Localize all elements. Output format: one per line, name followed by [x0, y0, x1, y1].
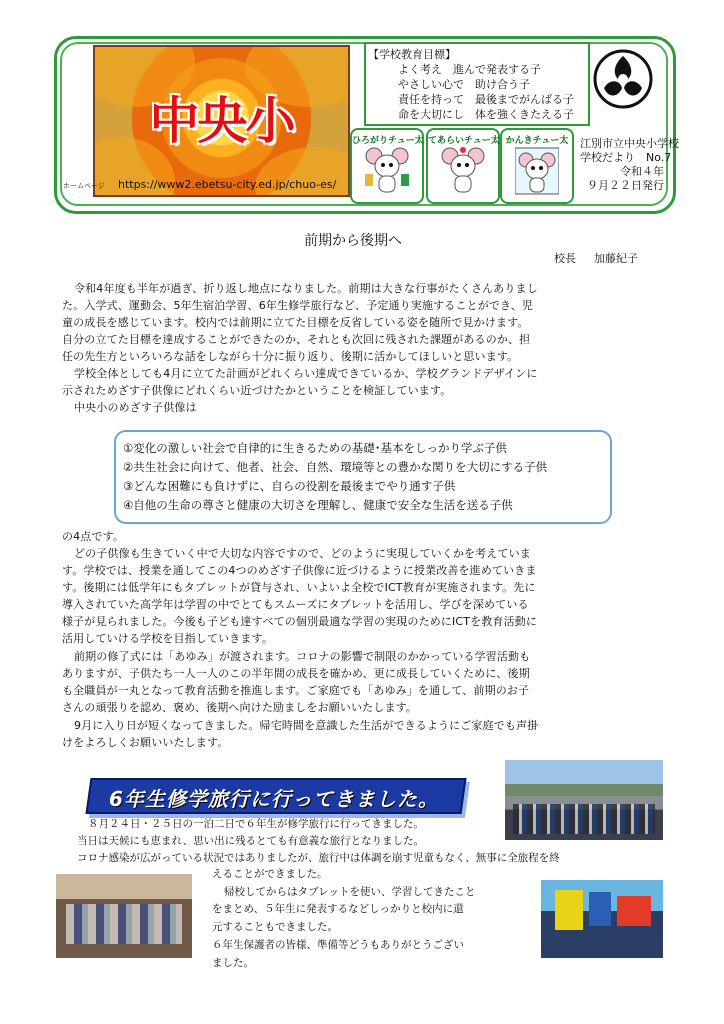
paragraph-line: 学校全体としても4月に立てた計画がどれくらい達成できているか、学校グランドデザインに — [74, 367, 538, 380]
paragraph-line: さんの頑張りを認め、褒め、後期へ向けた励ましをお願いいたします。 — [62, 701, 418, 714]
paragraph-line: 任の先生方といろいろな話をしながら十分に振り返り、後期に活かしてほしいと思います。 — [62, 350, 519, 363]
mascot-name: かんきチュー太 — [505, 136, 569, 146]
trip-text-line: ８月２４日・２５日の一泊二日で６年生が修学旅行に行ってきました。 — [88, 818, 424, 830]
paragraph-line: 自分の立てた目標を達成することができたのか、それとも次回に残された課題があるのか、担 — [62, 333, 531, 346]
paragraph-line: ありますが、子供たち一人一人のこの半年間の成長を確かめ、更に成長していくために、後期 — [62, 667, 530, 680]
article-title: 前期から後期へ — [304, 233, 402, 249]
mascot-card-hirogari — [350, 128, 424, 204]
school-goal-item: 責任を持って 最後までがんばる子 — [398, 93, 574, 106]
article-author — [554, 250, 638, 266]
author-role: 校長 — [554, 252, 576, 265]
trip-text-line: コロナ感染が広がっている状況ではありましたが、旅行中は体調を崩す児童もなく、無事に全旅程を終 — [77, 852, 560, 864]
group-photo-image — [505, 760, 663, 840]
mouse-mascot-icon — [441, 146, 485, 198]
child-goal-item: ①変化の激しい社会で自律的に生きるための基礎･基本をしっかり学ぶ子供 — [123, 441, 508, 455]
school-goal-item: 命を大切にし 体を強くきたえる子 — [398, 108, 574, 121]
child-goal-item: ②共生社会に向けて、他者、社会、自然、環境等との豊かな関りを大切にする子供 — [123, 460, 548, 474]
trip-text-line: をまとめ、５年生に発表するなどしっかりと校内に還 — [212, 903, 464, 915]
school-goals-title: 【学校教育目標】 — [368, 48, 456, 61]
paragraph-line: 様子が見られました。今後も子ども達すべての個別最適な学習の実現のためにICTを教育活動に — [62, 615, 538, 628]
trip-text-line: ６年生保護者の皆様、準備等どうもありがとうござい — [212, 939, 464, 951]
era-year: 令和４年 — [620, 165, 664, 178]
paragraph-line: す。後期には低学年にもタブレットが貸与され、いよいよ全校でICT教育が実施されます。先に — [62, 581, 536, 594]
school-goal-item: よく考え 進んで発表する子 — [398, 63, 541, 76]
paragraph-line: 令和4年度も半年が過ぎ、折り返し地点になりました。前期は大きな行事がたくさんありまし — [74, 282, 538, 295]
mascot-card-kanki — [500, 128, 574, 204]
school-logo-text: 中央小 — [149, 92, 294, 150]
mascot-name: てあらいチュー太 — [428, 136, 500, 146]
paragraph-line: の4点です。 — [62, 530, 125, 543]
author-name: 加藤紀子 — [594, 252, 638, 265]
paragraph-line: 示されためざす子供像にどれくらい近づけたかということを検証しています。 — [62, 384, 452, 397]
paragraph-line: 9月に入り日が短くなってきました。帰宅時間を意識した生活ができるようにご家庭でも声掛 — [74, 719, 539, 732]
paragraph-line: けをよろしくお願いいたします。 — [62, 736, 229, 749]
paragraph-line: も全職員が一丸となって教育活動を推進します。ご家庭でも「あゆみ」を通して、前期のお子 — [62, 684, 530, 697]
paragraph-line: 活用していける学校を目指していきます。 — [62, 632, 273, 645]
paragraph-line: どの子供像も生きていく中で大切な内容ですので、どのように実現していくかを考えていま — [74, 547, 531, 560]
child-goal-item: ④自他の生命の尊さと健康の大切さを理解し、健康で安全な生活を送る子供 — [123, 498, 513, 512]
sunflower-banner-image — [93, 45, 350, 197]
paragraph-line: 前期の修了式には「あゆみ」が渡されます。コロナの影響で制限のかかっている学習活動も — [74, 650, 531, 663]
trip-text-line: 帰校してからはタブレットを使い、学習してきたこと — [224, 886, 476, 898]
paragraph-line: 童の成長を感じています。校内では前期に立てた目標を反省している姿を随所で見かけます。 — [62, 316, 529, 329]
mascot-name: ひろがりチュー太 — [352, 136, 424, 146]
paragraph-line: 導入されていた高学年は学習の中でとてもスムーズにタブレットを活用し、学びを深めている — [62, 598, 529, 611]
issue-date: ９月２２日発行 — [587, 179, 664, 192]
dinner-photo-image — [56, 874, 192, 958]
trip-text-line: えることができました。 — [212, 868, 328, 880]
newsletter-number: 学校だより No.7 — [580, 151, 672, 164]
school-goal-item: やさしい心で 助け合う子 — [398, 78, 530, 91]
paragraph-line: 中央小のめざす子供像は — [74, 401, 197, 414]
child-goal-item: ③どんな困難にも負けずに、自らの役割を最後までやり通す子供 — [123, 479, 456, 493]
sightseeing-photo-image — [541, 880, 663, 958]
school-name: 江別市立中央小学校 — [580, 137, 679, 150]
issue-info — [580, 137, 679, 193]
trip-text-line: 当日は天候にも恵まれ、思い出に残るとても有意義な旅行となりました。 — [77, 835, 425, 847]
homepage-url-link[interactable]: https://www2.ebetsu-city.ed.jp/chuo-es/ — [118, 178, 337, 191]
trip-title: 6年生修学旅行に行ってきました。 — [109, 787, 439, 811]
mouse-mascot-icon — [365, 146, 409, 198]
paragraph-line: す。学校では、授業を通してこの4つのめざす子供像に近づけるように授業改善を進めていきま — [62, 564, 537, 577]
paragraph-line: た。入学式、運動会、5年生宿泊学習、6年生修学旅行など、予定通り実施することができ、児 — [62, 299, 534, 312]
homepage-label: ホームページ — [63, 182, 105, 190]
mouse-mascot-icon — [515, 146, 559, 198]
school-crest-icon — [592, 48, 654, 110]
mascot-card-tearai — [426, 128, 500, 204]
trip-text-line: ました。 — [212, 957, 254, 969]
trip-text-line: 元することもできました。 — [212, 921, 338, 933]
